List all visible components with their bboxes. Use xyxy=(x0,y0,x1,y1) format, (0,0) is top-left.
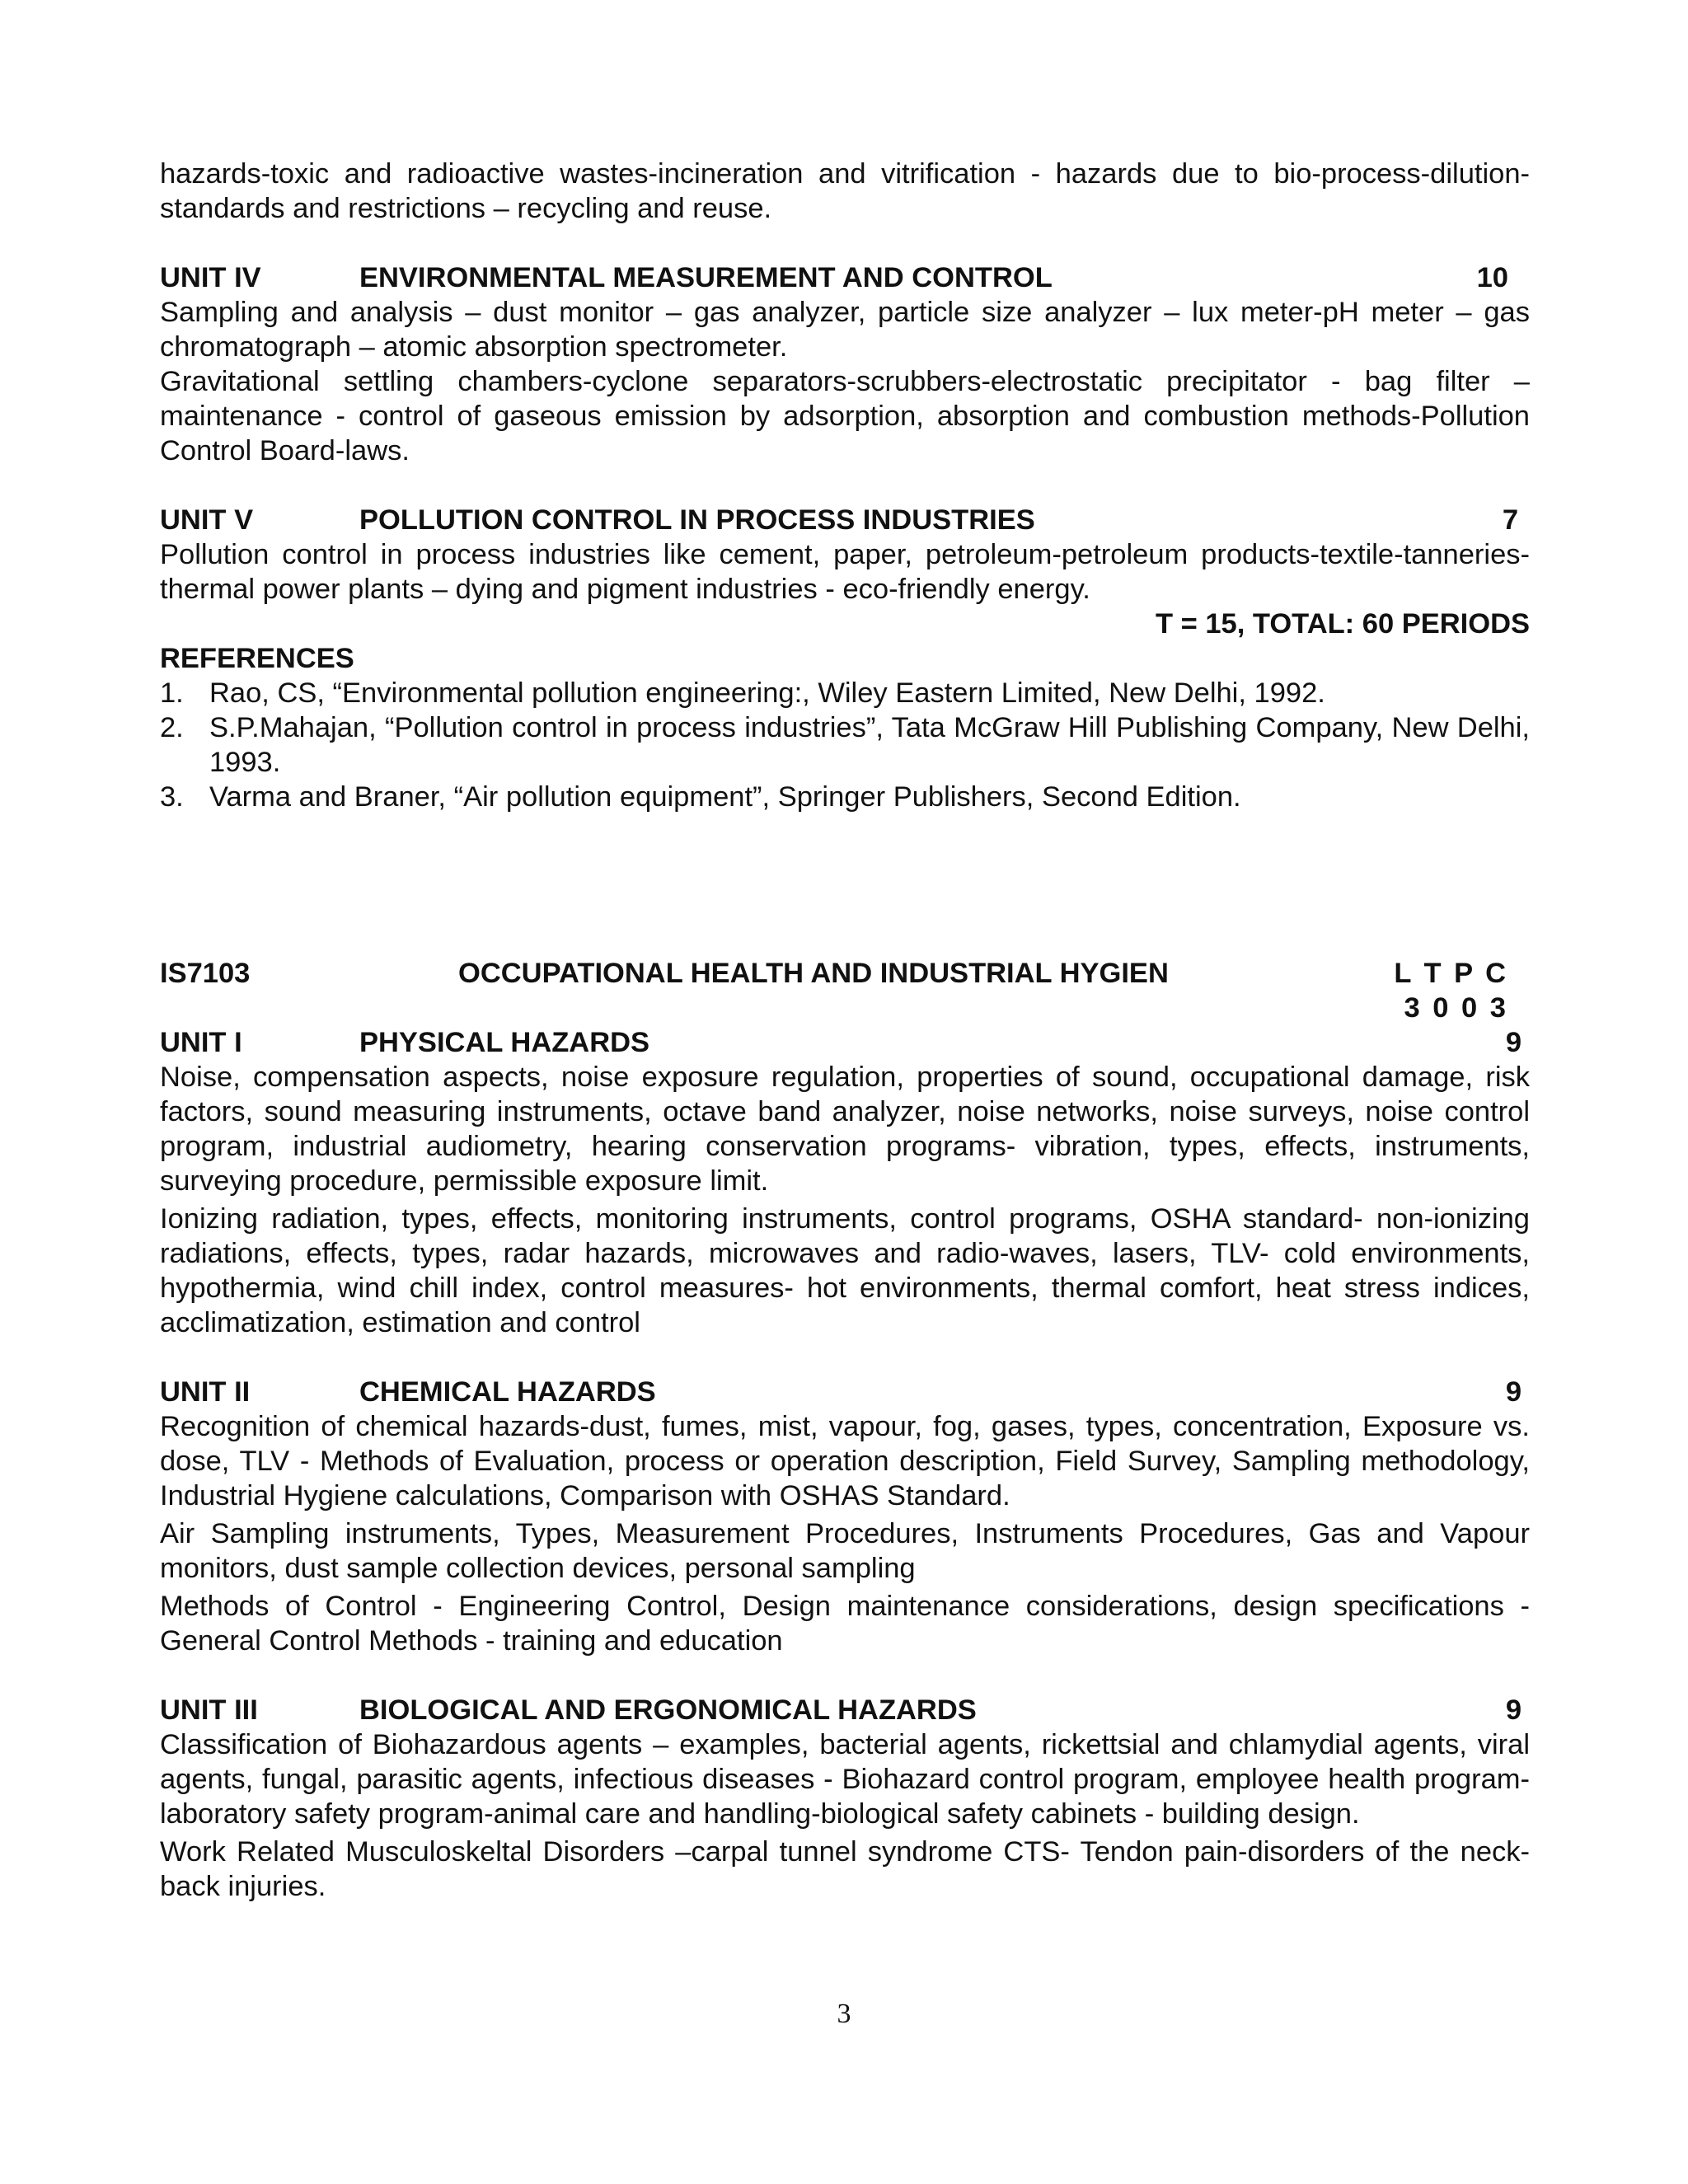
ltpc-values: 3 0 0 3 xyxy=(1404,992,1508,1024)
unit-label: UNIT III xyxy=(160,1694,258,1726)
paragraph-top: hazards-toxic and radioactive wastes-incineration and vitrification - hazards due to bio-process-dilution-standards and restrictions – recycling and reuse. xyxy=(160,158,1530,224)
unit-ii-paragraph-1: Recognition of chemical hazards-dust, fumes, mist, vapour, fog, gases, types, concentration, Exposure vs. dose, TLV - Methods of Evaluation, process or operation description, Field Survey, Sampling methodology, Industrial Hygiene calculations, Comparison with OSHAS Standard. xyxy=(160,1411,1530,1511)
course-heading xyxy=(160,956,1530,991)
ltpc-label: L T P C xyxy=(1394,958,1508,989)
document-page xyxy=(160,157,1530,1904)
unit-iii-paragraph-1: Classification of Biohazardous agents – examples, bacterial agents, rickettsial and chlamydial agents, viral agents, fungal, parasitic agents, infectious diseases - Biohazard control program, employee health program-laboratory safety program-animal care and handling-biological safety cabinets - building design. xyxy=(160,1729,1530,1830)
spacer xyxy=(160,226,1530,260)
spacer xyxy=(160,1658,1530,1693)
unit-iv-paragraph-1: Sampling and analysis – dust monitor – gas analyzer, particle size analyzer – lux meter-pH meter – gas chromatograph – atomic absorption spectrometer. xyxy=(160,297,1530,363)
references-heading: REFERENCES xyxy=(160,643,354,674)
reference-text: Varma and Braner, “Air pollution equipment”, Springer Publishers, Second Edition. xyxy=(209,781,1241,813)
unit-iv-heading xyxy=(160,260,1530,295)
unit-title: PHYSICAL HAZARDS xyxy=(359,1027,650,1058)
unit-label: UNIT V xyxy=(160,504,254,536)
unit-title: ENVIRONMENTAL MEASUREMENT AND CONTROL xyxy=(359,262,1053,293)
unit-i-heading xyxy=(160,1025,1530,1060)
unit-ii-heading xyxy=(160,1375,1530,1409)
unit-label: UNIT II xyxy=(160,1376,251,1408)
reference-number: 1. xyxy=(160,677,184,709)
page-number: 3 xyxy=(837,1999,851,2029)
reference-text: S.P.Mahajan, “Pollution control in process industries”, Tata McGraw Hill Publishing Company, New Delhi, 1993. xyxy=(209,712,1530,778)
reference-item xyxy=(160,710,1530,780)
unit-ii-paragraph-2: Air Sampling instruments, Types, Measurement Procedures, Instruments Procedures, Gas and Vapour monitors, dust sample collection devices, personal sampling xyxy=(160,1518,1530,1584)
unit-i-paragraph-2: Ionizing radiation, types, effects, monitoring instruments, control programs, OSHA standard- non-ionizing radiations, effects, types, radar hazards, microwaves and radio-waves, lasers, TLV- cold environments, hypothermia, wind chill index, control measures- hot environments, thermal comfort, heat stress indices, acclimatization, estimation and control xyxy=(160,1203,1530,1338)
unit-title: POLLUTION CONTROL IN PROCESS INDUSTRIES xyxy=(359,504,1035,536)
total-periods: T = 15, TOTAL: 60 PERIODS xyxy=(1155,608,1530,640)
unit-hours: 7 xyxy=(1502,504,1518,536)
unit-ii-paragraph-3: Methods of Control - Engineering Control, Design maintenance considerations, design specifications - General Control Methods - training and education xyxy=(160,1591,1530,1657)
reference-item xyxy=(160,780,1530,814)
unit-i-paragraph-1: Noise, compensation aspects, noise exposure regulation, properties of sound, occupational damage, risk factors, sound measuring instruments, octave band analyzer, noise networks, noise surveys, noise control program, industrial audiometry, hearing conservation programs- vibration, types, effects, instruments, surveying procedure, permissible exposure limit. xyxy=(160,1062,1530,1197)
reference-item xyxy=(160,676,1530,710)
unit-title: BIOLOGICAL AND ERGONOMICAL HAZARDS xyxy=(359,1694,977,1726)
references-list xyxy=(160,676,1530,814)
unit-iv-paragraph-2: Gravitational settling chambers-cyclone separators-scrubbers-electrostatic precipitator - bag filter – maintenance - control of gaseous emission by adsorption, absorption and combustion methods-Pollution Control Board-laws. xyxy=(160,366,1530,466)
unit-label: UNIT IV xyxy=(160,262,261,293)
unit-hours: 9 xyxy=(1505,1027,1522,1058)
reference-number: 2. xyxy=(160,712,184,743)
unit-hours: 9 xyxy=(1505,1376,1522,1408)
reference-number: 3. xyxy=(160,781,184,813)
spacer xyxy=(160,814,1530,956)
unit-label: UNIT I xyxy=(160,1027,242,1058)
spacer xyxy=(160,1340,1530,1375)
unit-v-paragraph-1: Pollution control in process industries like cement, paper, petroleum-petroleum products-textile-tanneries-thermal power plants – dying and pigment industries - eco-friendly energy. xyxy=(160,539,1530,605)
unit-v-heading xyxy=(160,503,1530,537)
unit-title: CHEMICAL HAZARDS xyxy=(359,1376,656,1408)
spacer xyxy=(160,468,1530,503)
course-code: IS7103 xyxy=(160,958,251,989)
unit-hours: 9 xyxy=(1505,1694,1522,1726)
unit-iii-paragraph-2: Work Related Musculoskeltal Disorders –carpal tunnel syndrome CTS- Tendon pain-disorders of the neck- back injuries. xyxy=(160,1836,1530,1902)
unit-iii-heading xyxy=(160,1693,1530,1727)
unit-hours: 10 xyxy=(1476,262,1508,293)
course-title: OCCUPATIONAL HEALTH AND INDUSTRIAL HYGIEN xyxy=(458,958,1169,989)
reference-text: Rao, CS, “Environmental pollution engineering:, Wiley Eastern Limited, New Delhi, 1992. xyxy=(209,677,1325,709)
